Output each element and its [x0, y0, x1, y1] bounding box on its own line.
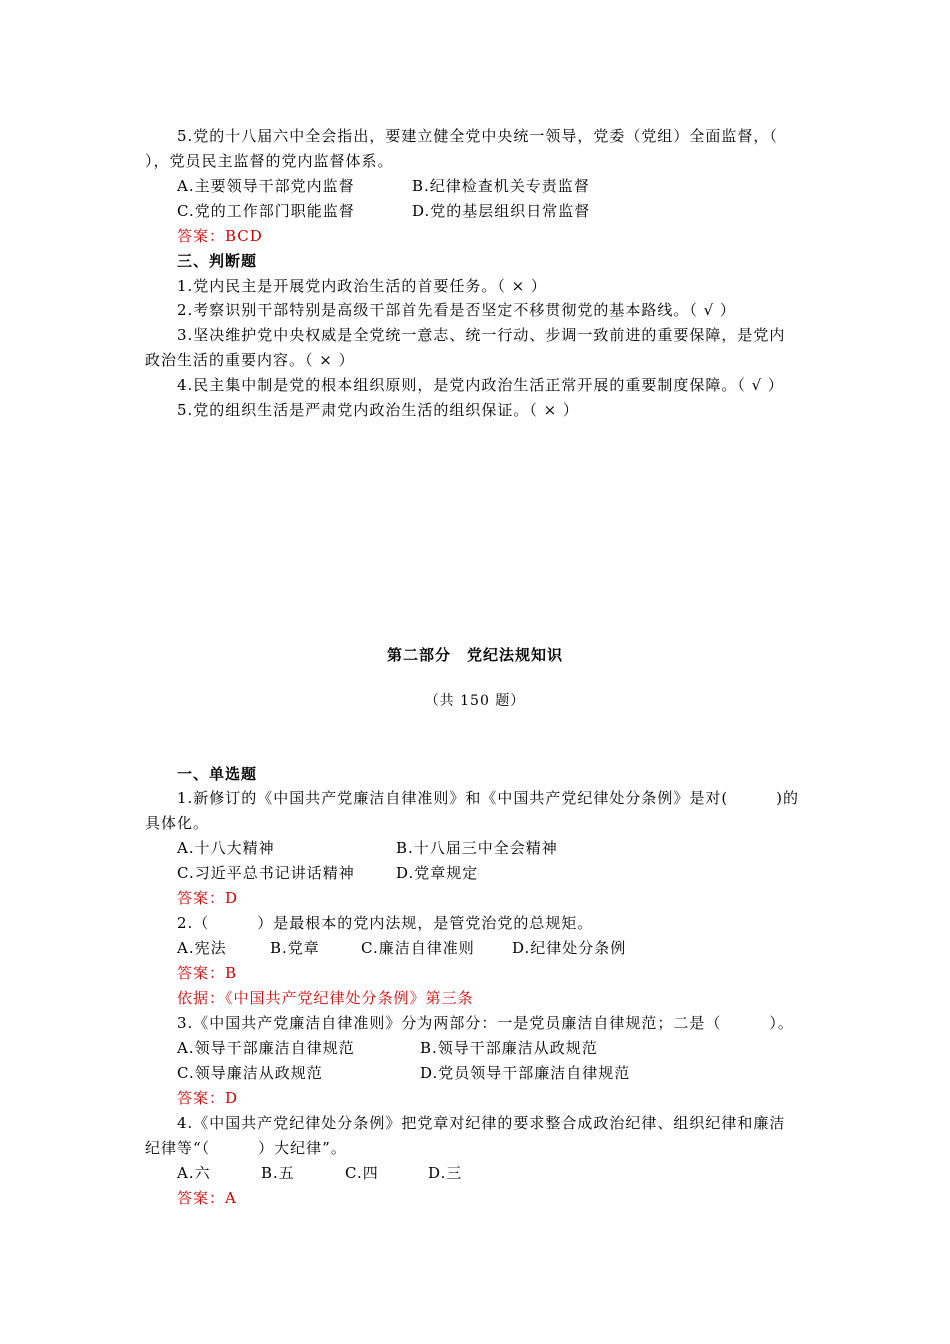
single-q4-option-c: C.四 — [345, 1164, 379, 1182]
single-q1-option-d: D.党章规定 — [396, 864, 479, 882]
single-q2-answer: 答案：B — [177, 964, 238, 982]
single-q4-option-b: B.五 — [261, 1164, 295, 1182]
single-q1-line2: 具体化。 — [145, 814, 210, 832]
single-q3-option-d: D.党员领导干部廉洁自律规范 — [420, 1064, 631, 1082]
question-5-answer: 答案：BCD — [177, 227, 263, 245]
single-q2-option-d: D.纪律处分条例 — [512, 939, 627, 957]
single-q4-option-d: D.三 — [428, 1164, 463, 1182]
question-5-line2: ），党员民主监督的党内监督体系。 — [145, 152, 394, 170]
single-q3-option-c: C.领导廉洁从政规范 — [177, 1064, 323, 1082]
single-q1-option-b: B.十八届三中全会精神 — [396, 839, 558, 857]
question-5-option-c: C.党的工作部门职能监督 — [177, 202, 355, 220]
single-q1-option-a: A.十八大精神 — [177, 839, 275, 857]
judgment-item-1: 1.党内民主是开展党内政治生活的首要任务。（ × ） — [177, 277, 547, 295]
judgment-item-3-line1: 3.坚决维护党中央权威是全党统一意志、统一行动、步调一致前进的重要保障，是党内 — [177, 326, 786, 344]
question-5-option-d: D.党的基层组织日常监督 — [412, 202, 591, 220]
single-q3-option-b: B.领导干部廉洁从政规范 — [420, 1039, 598, 1057]
single-q2-line1: 2.（ ）是最根本的党内法规，是管党治党的总规矩。 — [177, 914, 594, 932]
single-q2-option-a: A.宪法 — [177, 939, 227, 957]
part2-title: 第二部分 党纪法规知识 — [386, 646, 563, 664]
single-q4-line2: 纪律等“（ ）大纪律”。 — [145, 1139, 347, 1157]
single-q4-option-a: A.六 — [177, 1164, 211, 1182]
single-q4-line1: 4.《中国共产党纪律处分条例》把党章对纪律的要求整合成政治纪律、组织纪律和廉洁 — [177, 1114, 786, 1132]
judgment-item-2: 2.考察识别干部特别是高级干部首先看是否坚定不移贯彻党的基本路线。（ √ ） — [177, 301, 736, 319]
single-q1-answer: 答案：D — [177, 889, 239, 907]
single-q2-basis: 依据：《中国共产党纪律处分条例》第三条 — [177, 989, 474, 1007]
single-q1-option-c: C.习近平总书记讲话精神 — [177, 864, 355, 882]
question-5-line1: 5.党的十八届六中全会指出，要建立健全党中央统一领导，党委（党组）全面监督，（ — [177, 127, 778, 145]
judgment-item-3-line2: 政治生活的重要内容。（ × ） — [145, 351, 355, 369]
question-5-option-b: B.纪律检查机关专责监督 — [412, 177, 590, 195]
judgment-item-4: 4.民主集中制是党的根本组织原则，是党内政治生活正常开展的重要制度保障。（ √ ） — [177, 376, 784, 394]
part2-question-count: （共 150 题） — [424, 693, 526, 709]
single-q1-line1: 1.新修订的《中国共产党廉洁自律准则》和《中国共产党纪律处分条例》是对( )的 — [177, 789, 800, 807]
single-choice-heading: 一、单选题 — [177, 765, 258, 783]
single-q3-line1: 3.《中国共产党廉洁自律准则》分为两部分：一是党员廉洁自律规范；二是（ ）。 — [177, 1014, 794, 1032]
judgment-heading: 三、判断题 — [177, 252, 258, 270]
single-q2-option-c: C.廉洁自律准则 — [361, 939, 475, 957]
judgment-item-5: 5.党的组织生活是严肃党内政治生活的组织保证。（ × ） — [177, 401, 579, 419]
single-q4-answer: 答案：A — [177, 1189, 237, 1207]
single-q2-option-b: B.党章 — [270, 939, 320, 957]
single-q3-answer: 答案：D — [177, 1089, 239, 1107]
single-q3-option-a: A.领导干部廉洁自律规范 — [177, 1039, 355, 1057]
question-5-option-a: A.主要领导干部党内监督 — [177, 177, 355, 195]
